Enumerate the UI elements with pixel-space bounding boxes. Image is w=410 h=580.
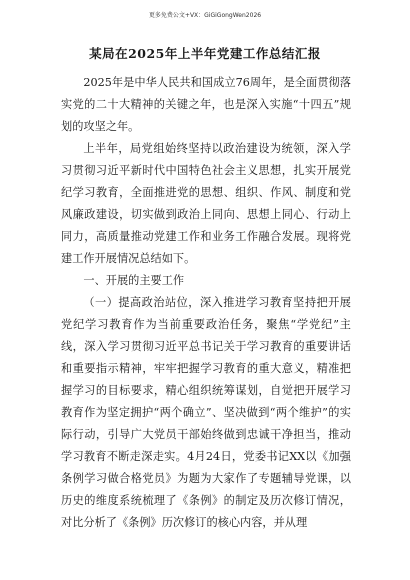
paragraph-summary: 上半年，局党组始终坚持以政治建设为统领，深入学习贯彻习近平新时代中国特色社会主义思想，扎实开展党纪学习教育，全面推进党的思想、组织、作风、制度和党风廉政建设，切实做到政治上同向、思想上同心、行动上同力，高质量推动党建工作和业务工作融合发展。现将党建工作开展情况总结如下。	[61, 142, 351, 265]
paragraph-intro: 2025年是中华人民共和国成立76周年，是全面贯彻落实党的二十大精神的关键之年，也是深入实施“十四五”规划的攻坚之年。	[61, 76, 351, 133]
header-note: 更多免费公文+VX：GiGiGongWen2026	[148, 12, 262, 19]
paragraph-section-1: （一）提高政治站位，深入推进学习教育坚持把开展党纪学习教育作为当前重要政治任务，聚焦“学党纪”主线，深入学习贯彻习近平总书记关于学习教育的重要讲话和重要指示精神，牢牢把握学习教育的重大意义，精准把握学习的目标要求，精心组织统筹谋划，自觉把开展学习教育作为坚定拥护“两个确立”、坚决做到“两个维护”的实际行动，引导广大党员干部始终做到忠诚干净担当，推动学习教育不断走深走实。4月24日，党委书记XX以《加强条例学习做合格党员》为题为大家作了专题辅导党课，以历史的维度系统梳理了《条例》的制定及历次修订情况，对比分析了《条例》历次修订的核心内容，并从理	[61, 296, 351, 529]
document-body	[61, 72, 351, 534]
section-heading: 一、开展的主要工作	[83, 274, 185, 287]
document-title: 某局在2025年上半年党建工作总结汇报	[89, 46, 321, 61]
